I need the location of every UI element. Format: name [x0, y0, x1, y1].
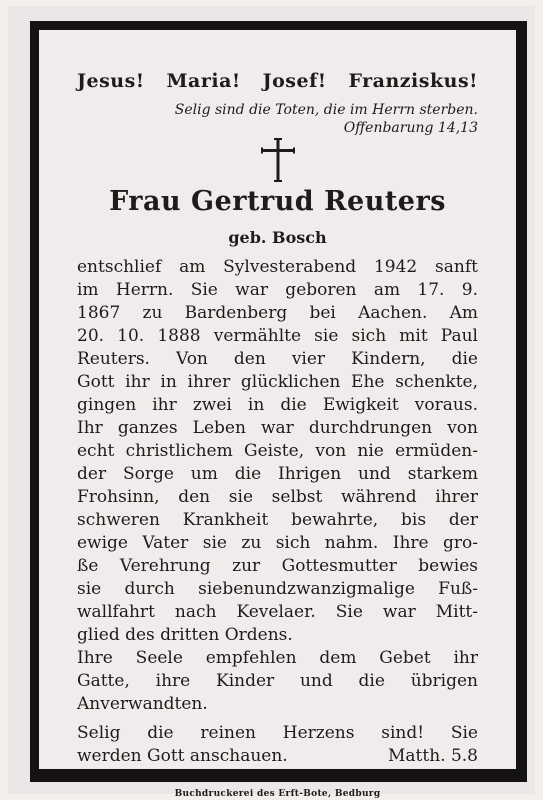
- text-line: Ihr ganzes Leben war durchdrungen von: [77, 418, 478, 438]
- black-mourning-border: [30, 21, 527, 799]
- closing-text: Selig die reinen Herzens sind! Sie: [77, 723, 478, 743]
- quote-reference: Offenbarung 14,13: [343, 120, 478, 136]
- printer-imprint: Buchdruckerei des Erft-Bote, Bedburg: [174, 789, 381, 799]
- text-line: im Herrn. Sie war geboren am 17. 9.: [77, 280, 478, 300]
- text-line: der Sorge um die Ihrigen und starkem: [77, 464, 478, 484]
- text-line: ewige Vater sie zu sich nahm. Ihre gro-: [77, 533, 478, 553]
- text-line: 1867 zu Bardenberg bei Aachen. Am: [77, 303, 478, 323]
- text-line: gingen ihr zwei in die Ewigkeit voraus.: [77, 395, 478, 415]
- text-line: Gatte, ihre Kinder und die übrigen: [77, 671, 478, 691]
- text-line: Anverwandten.: [77, 694, 208, 714]
- invocation-word: Maria!: [166, 70, 241, 92]
- text-line: Frohsinn, den sie selbst während ihrer: [77, 487, 478, 507]
- invocation-word: Franziskus!: [348, 70, 478, 92]
- card-content: [77, 30, 478, 799]
- deceased-name: Frau Gertrud Reuters: [109, 186, 446, 217]
- invocation-line: [77, 70, 478, 92]
- text-line: Ihre Seele empfehlen dem Gebet ihr: [77, 648, 478, 668]
- closing-text: werden Gott anschauen.: [77, 746, 288, 766]
- obituary-text: [77, 256, 478, 716]
- text-line: 20. 10. 1888 vermählte sie sich mit Paul: [77, 326, 478, 346]
- text-line: wallfahrt nach Kevelaer. Sie war Mitt-: [77, 602, 478, 622]
- text-line: ße Verehrung zur Gottesmutter bewies: [77, 556, 478, 576]
- text-line: Reuters. Von den vier Kindern, die: [77, 349, 478, 369]
- cross-icon: [261, 138, 295, 182]
- closing-line: [77, 722, 478, 745]
- invocation-word: Jesus!: [77, 70, 145, 92]
- closing-reference: Matth. 5.8: [388, 746, 478, 766]
- maiden-name: geb. Bosch: [228, 228, 327, 247]
- text-line: glied des dritten Ordens.: [77, 625, 293, 645]
- text-line: schweren Krankheit bewahrte, bis der: [77, 510, 478, 530]
- text-line: sie durch siebenundzwanzigmalige Fuß-: [77, 579, 478, 599]
- closing-line: [77, 745, 478, 768]
- invocation-word: Josef!: [262, 70, 327, 92]
- text-line: Gott ihr in ihrer glücklichen Ehe schenkte,: [77, 372, 478, 392]
- memorial-card: [8, 6, 535, 799]
- text-line: entschlief am Sylvesterabend 1942 sanft: [77, 257, 478, 277]
- closing-blessing: [77, 722, 478, 768]
- text-line: echt christlichem Geiste, von nie ermüden-: [77, 441, 478, 461]
- quote-text: Selig sind die Toten, die im Herrn sterben.: [174, 102, 478, 118]
- scripture-quote: [175, 101, 478, 137]
